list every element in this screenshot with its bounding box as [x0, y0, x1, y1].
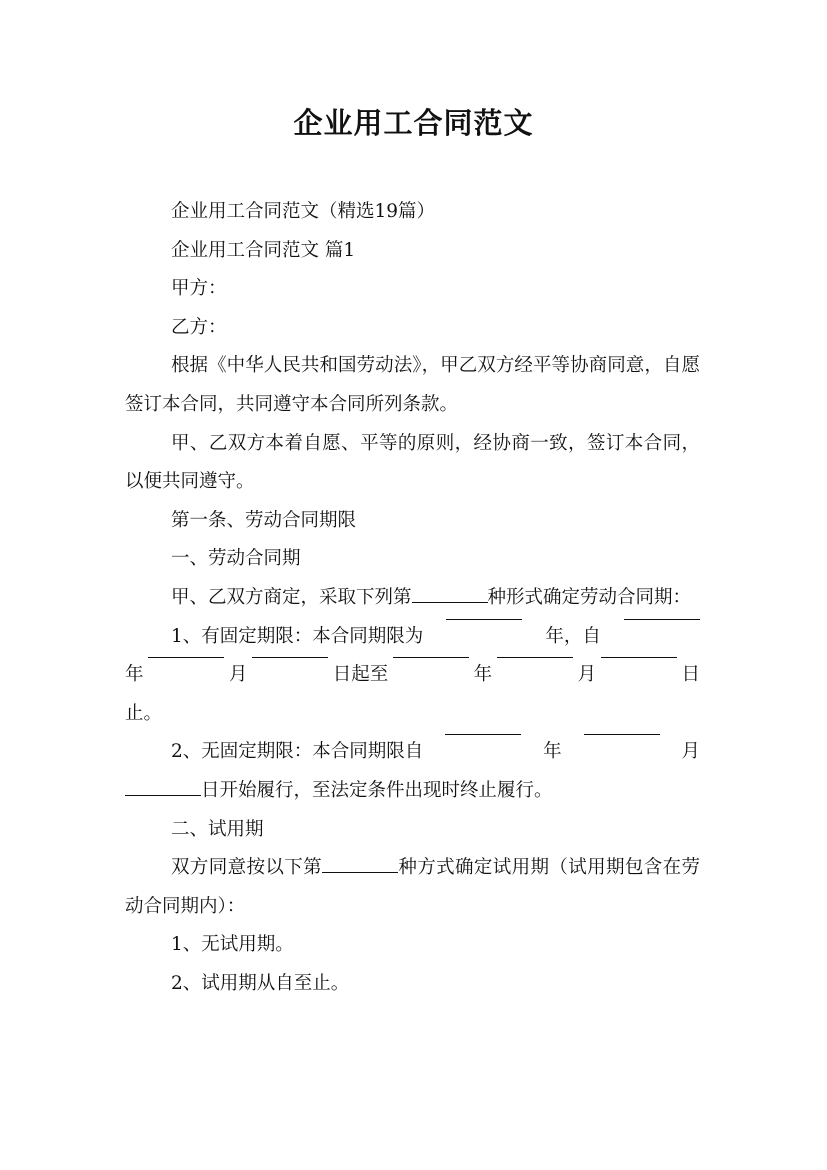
blank-line: [148, 656, 224, 658]
fixed-term-text-g: 月: [577, 664, 597, 686]
open-term-line-2: [125, 772, 700, 811]
blank-line: [445, 733, 521, 735]
contract-form-text-b: 种形式确定劳动合同期：: [487, 586, 692, 608]
fixed-term-text-i: 止。: [125, 702, 163, 724]
paragraph-contract-form: [125, 579, 700, 618]
fixed-term-text-c: 年: [125, 664, 144, 686]
fixed-term-line-3: [125, 695, 700, 734]
fixed-term-text-a: 1、有固定期限：本合同期限为: [171, 625, 424, 647]
paragraph-principle: 甲、乙双方本着自愿、平等的原则，经协商一致，签订本合同，以便共同遵守。: [125, 432, 700, 493]
probation-text-a: 双方同意按以下第: [171, 857, 322, 879]
blank-line: [446, 618, 522, 620]
fixed-term-text-e: 日起至: [332, 664, 389, 686]
clause-2-heading: 二、试用期: [171, 818, 264, 840]
blank-line: [412, 601, 488, 603]
blank-line: [125, 794, 201, 796]
paragraph-preamble: 根据《中华人民共和国劳动法》，甲乙双方经平等协商同意，自愿签订本合同，共同遵守本合同所列条款。: [125, 355, 700, 415]
probation-option-1: 1、无试用期。: [171, 934, 294, 956]
document-title: 企业用工合同范文: [293, 106, 534, 140]
blank-line: [393, 656, 469, 658]
fixed-term-text-f: 年: [473, 664, 493, 686]
open-term-line-1: [125, 733, 700, 772]
fixed-term-text-d: 月: [228, 664, 248, 686]
open-term-text-c: 月: [681, 741, 700, 763]
open-term-text-a: 2、无固定期限：本合同期限自: [171, 741, 424, 763]
paragraph-probation: [125, 849, 700, 926]
open-term-text-b: 年: [543, 741, 562, 763]
clause-1-heading: 一、劳动合同期: [171, 548, 301, 570]
fixed-term-line-2: [125, 656, 700, 695]
blank-line: [252, 656, 328, 658]
blank-line: [497, 656, 573, 658]
blank-line: [322, 871, 398, 873]
contract-form-text-a: 甲、乙双方商定，采取下列第: [171, 586, 412, 608]
document-body: [125, 193, 700, 1003]
fixed-term-text-h: 日: [681, 664, 700, 686]
probation-option-2: 2、试用期从自至止。: [171, 972, 350, 994]
paragraph-open-term: [125, 733, 700, 810]
probation-text-b: 种方式确定试用期（试用期包含在劳动合同期内）：: [125, 857, 700, 917]
paragraph-fixed-term: [125, 618, 700, 734]
article-1-heading: 第一条、劳动合同期限: [171, 509, 357, 531]
blank-line: [624, 618, 700, 620]
fixed-term-text-b: 年，自: [545, 625, 601, 647]
party-a-label: 甲方：: [171, 278, 227, 300]
paragraph-section-heading: 企业用工合同范文 篇1: [171, 239, 356, 261]
blank-line: [601, 656, 677, 658]
party-b-label: 乙方：: [171, 316, 227, 338]
paragraph-subtitle: 企业用工合同范文（精选19篇）: [171, 201, 436, 222]
open-term-text-d: 日开始履行，至法定条件出现时终止履行。: [201, 779, 553, 801]
blank-line: [584, 733, 660, 735]
fixed-term-line-1: [125, 618, 700, 657]
